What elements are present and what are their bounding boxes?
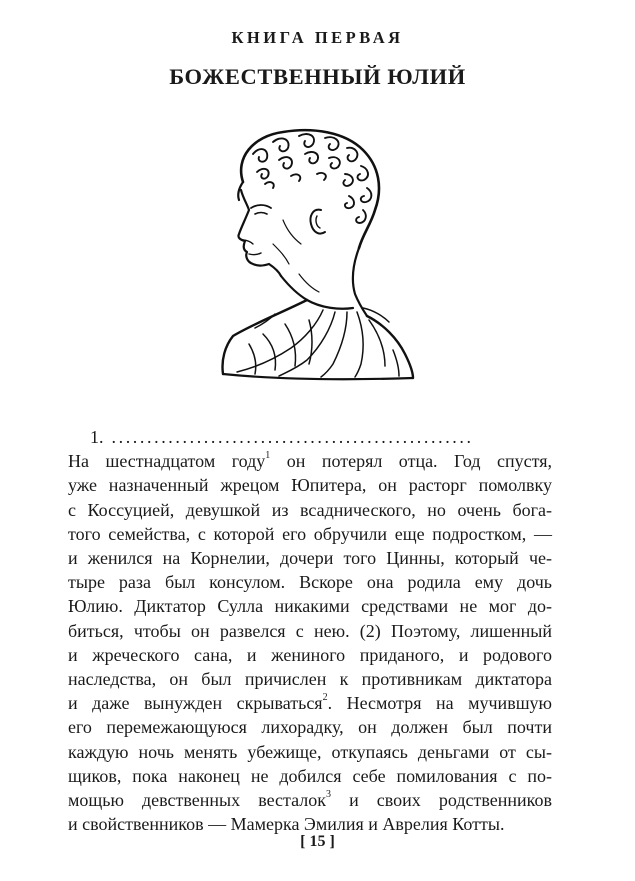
chapter-title: БОЖЕСТВЕННЫЙ ЮЛИЙ (169, 64, 466, 89)
text-line: того семейства, с которой его обручили еще подростком, — (68, 523, 552, 544)
text-line: и жреческого сана, и жениного приданого, и родового (68, 644, 552, 665)
text-line: уже назначенный жрецом Юпитера, он расторг помолвку (68, 475, 552, 496)
page-number: [ 15 ] (300, 833, 335, 850)
section-dots: ................................................... (111, 427, 474, 447)
footnote-marker[interactable]: 1 (265, 450, 271, 462)
text-line: наследства, он был причислен к противникам диктатора (68, 669, 552, 690)
text-line: его перемежающуюся лихорадку, он должен был почти (68, 717, 552, 738)
body-text (68, 425, 552, 836)
text-line: и свойственников — Мамерка Эмилия и Аврелия Котты. (68, 814, 505, 835)
text-line: каждую ночь менять убежище, откупаясь деньгами от сы- (68, 741, 552, 762)
text-line: биться, чтобы он развелся с нею. (2) Поэтому, лишенный (68, 620, 552, 641)
text-line: щиков, пока наконец не добился себе помилования с по- (68, 765, 552, 786)
section-number-line (68, 425, 552, 449)
text-line: Юлию. Диктатор Сулла никакими средствами не мог до- (68, 596, 552, 617)
text-line: мощью девственных весталок$^3$ и своих родственников (68, 789, 552, 811)
book-kicker: КНИГА ПЕРВАЯ (231, 28, 404, 47)
text-line: с Коссуцией, девушкой из всаднического, но очень бога- (68, 499, 552, 520)
text-line: и женился на Корнелии, дочери того Цинны, который че- (68, 548, 552, 569)
footnote-marker[interactable]: 2 (322, 692, 328, 704)
text-line: и даже вынужден скрываться$^2$. Несмотря на мучившую (68, 692, 552, 714)
section-number: 1. (90, 427, 104, 447)
paragraph (68, 449, 552, 836)
portrait-bust-icon (213, 124, 423, 387)
text-line: тыре раза был консулом. Вскоре она родила ему дочь (68, 572, 552, 593)
footnote-marker[interactable]: 3 (326, 789, 331, 801)
text-line: На шестнадцатом году$^1$ он потерял отца. Год спустя, (68, 450, 552, 472)
